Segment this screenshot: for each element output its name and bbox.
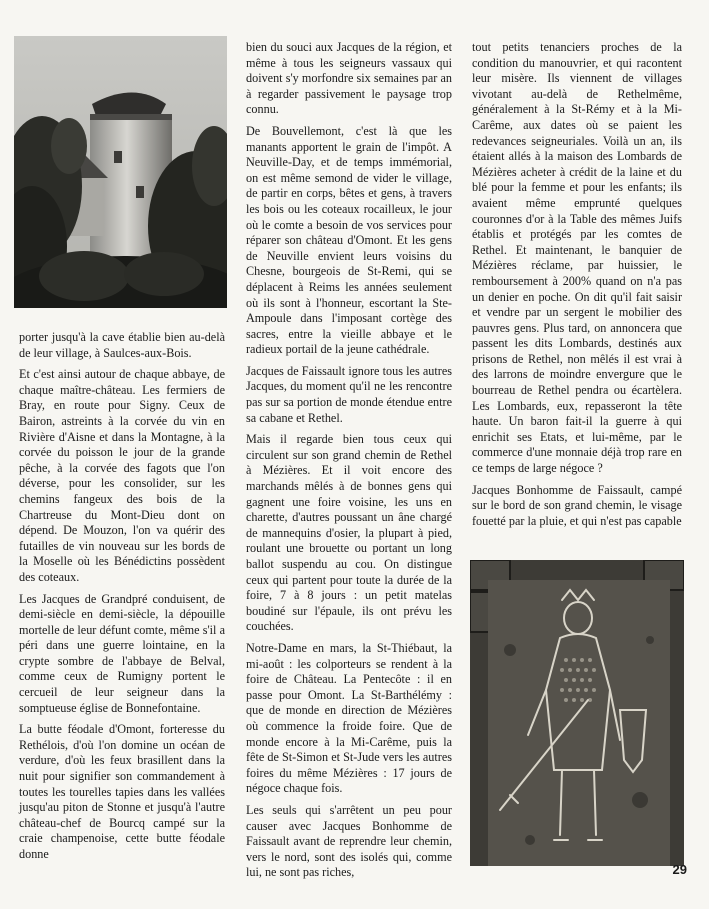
paragraph: Les seuls qui s'arrêtent un peu pour causer avec Jacques Bonhomme de Faissault avant de reprendre leur chemin, vers le nord, sont des isolés qui, comme lui, ne sont pas riches,	[246, 802, 452, 880]
paragraph: Mais il regarde bien tous ceux qui circulent sur son grand chemin de Rethel à Mézières. Et il voit encore des marchands mêlés à de bonnes gens qui gagnent une foire voisine, les uns en charette, d'autres poussant un âne chargé de mannequins d'osier, la plupart à pied, roulant une brouette ou portant un long ballot suspendu au cou. On distingue ceux qui partent pour toute la durée de la foire, 7 à 8 jours : un petit matelas boudiné sur l'épaule, ils ont prévu les couchées.	[246, 432, 452, 634]
paragraph: De Bouvellemont, c'est là que les manants apportent le grain de l'impôt. A Neuville-Day, et de temps immémorial, on est même semond de vider le village, de partir en corps, bêtes et gens, à travers les bois ou les coteaux rocailleux, le jour où le comte a besoin de vos services pour réparer son château d'Omont. Et les gens de Neuville envient leurs voisins du Chesne, bourgeois de St-Remi, qui se déplacent à Reims les années seulement où ils sont à l'honneur, escortant la Ste-Ampoule dans l'imposant cortège des sacres, entre la vieille abbaye et le radieux portail de la jeune cathédrale.	[246, 123, 452, 357]
paragraph: Jacques Bonhomme de Faissault, campé sur le bord de son grand chemin, le visage fouetté par la pluie, et qui n'est pas capable	[472, 482, 682, 528]
paragraph: Et c'est ainsi autour de chaque abbaye, de chaque maître-château. Les fermiers de Bray, en route pour Signy. Ceux de Bairon, astreints à la corvée du vin en Rivière d'Aisne et dans la Montagne, à la corvée du poisson le jour de la grande pêche, à la corvée des fagots que l'on déverse, pour les consolider, sur les chemins fangeux des bois de la Chartreuse du Mont-Dieu dont on dépend. De Mouzon, l'on va quérir des futailles de vin nouveau sur les bords de la Moselle où les Bénédictins possèdent des coteaux.	[19, 367, 225, 584]
knight-effigy-photo	[470, 560, 684, 866]
paragraph: Jacques de Faissault ignore tous les autres Jacques, du moment qu'il ne les rencontre pas sur sa portion de monde étendue entre sa cabane et Rethel.	[246, 363, 452, 425]
text-column-3	[472, 40, 682, 535]
text-column-2	[246, 40, 452, 887]
paragraph: porter jusqu'à la cave établie bien au-delà de leur village, à Saulces-aux-Bois.	[19, 330, 225, 360]
paragraph: Les Jacques de Grandpré conduisent, de demi-siècle en demi-siècle, la dépouille mortelle de leur défunt comte, même s'il a péri dans une guerre lointaine, en la crypte sombre de l'abbaye de Belval, comme ceux de Rumigny portent le cercueil de leur seigneur dans la somptueuse église de Bonnefontaine.	[19, 591, 225, 715]
paragraph: Notre-Dame en mars, la St-Thiébaut, la mi-août : les colporteurs se rendent à la foire de Château. La Pentecôte : il en passe pour Omont. La St-Barthélémy : que de monde en direction de Mézières où commence la froide foire. Que de monde encore à la Mi-Carême, puis la fête de St-Simon et St-Jude vers les autres foires du même Mézières : 17 jours de négoce chaque fois.	[246, 640, 452, 796]
paragraph: tout petits tenanciers proches de la condition du manouvrier, et qui racontent leur misère. Ils viennent de villages vivotant au-delà de Rethelmême, généralement à la St-Rémy et à la Mi-Carême, aux dates où se paient les redevances seigneuriales. Voilà un an, ils étaient allés à la maison des Lombards de Mézières acheter à crédit de la laine et du blé pour la femme et pour les enfants; ils avaient même emprunté quelques couronnes d'or à la Table des mêmes Juifs établis et protégés par les comtes de Rethel. Et maintenant, le banquier de Mézières réclame, par huissier, le remboursement à 200% quand on n'a pas un denier en poche. On dit qu'il fait saisir et vendre par un sergent le mobilier des pauvres gens. Plus tard, on annoncera que passent les dits Lombards, destinés aux prisons de Rethel, non mêlés il est vrai à des larrons de moindre envergure que le bourreau de Rethel pendra ou écartèlera. Les Lombards, eux, repasseront la tête haute. Un baron fait-il la guerre à qui enrichit ses Etats, et lui-même, par le commerce d'une monnaie déjà trop rare en ce temps de large négoce ?	[472, 40, 682, 476]
text-column-1	[19, 330, 225, 869]
paragraph: La butte féodale d'Omont, forteresse du Rethélois, d'où l'on domine un océan de verdure, d'où les feux brasillent dans la nuit pour signifier son commandement à toutes les tourelles tapies dans les vallées jusqu'au piton de Stonne et jusqu'à l'autre château-chef de Bourcq campé sur la craie champenoise, cette butte féodale donne	[19, 722, 225, 861]
castle-tower-photo	[14, 36, 227, 308]
page-number: 29	[672, 862, 687, 877]
paragraph: bien du souci aux Jacques de la région, et même à tous les seigneurs vassaux qui doivent s'y morfondre six semaines par an à regarder passivement le paysage trop connu.	[246, 40, 452, 117]
